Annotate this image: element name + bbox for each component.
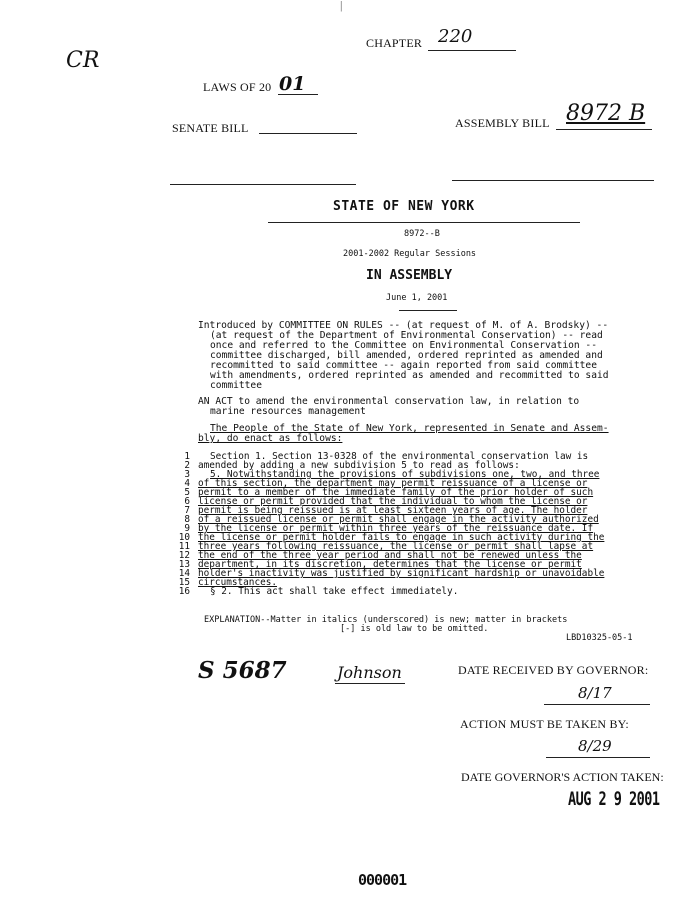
senate-bill-line — [259, 133, 357, 134]
line-number: 6 — [184, 496, 190, 507]
laws-of-label: LAWS OF 20 — [203, 80, 272, 94]
line-number: 9 — [184, 523, 190, 534]
bill-line: of this section, the department may permit reissuance of a license or — [198, 478, 588, 489]
state-title: STATE OF NEW YORK — [333, 199, 475, 214]
line-number: 8 — [184, 514, 190, 525]
an-act-line: AN ACT to amend the environmental conservation law, in relation to — [198, 396, 580, 407]
sponsor-handwritten: Johnson — [337, 663, 402, 682]
assembly-bill-label: ASSEMBLY BILL — [455, 116, 550, 130]
bill-line: the end of the three year period and shall not be renewed unless the — [198, 550, 582, 561]
an-act-line: marine resources management — [210, 406, 366, 417]
bill-line: by the license or permit within three years of the reissuance date. If — [198, 523, 594, 534]
introduced-line: once and referred to the Committee on Environmental Conservation -- — [210, 340, 597, 351]
line-number: 12 — [178, 550, 190, 561]
chapter-label: CHAPTER — [366, 36, 423, 50]
introduced-line: with amendments, ordered reprinted as amended and recommitted to said — [210, 370, 609, 381]
bill-line: department, in its discretion, determines that the license or permit — [198, 559, 582, 570]
lbd-code: LBD10325-05-1 — [566, 633, 633, 643]
bill-line: permit is being reissued is at least sixteen years of age. The holder — [198, 505, 588, 516]
gov-action-stamp: AUG 2 9 2001 — [568, 789, 660, 811]
action-label: ACTION MUST BE TAKEN BY: — [460, 717, 629, 731]
line-number: 15 — [178, 577, 190, 588]
date-underline — [399, 310, 457, 311]
page-number: 000001 — [358, 871, 407, 889]
received-date: 8/17 — [578, 684, 612, 702]
bill-line: holder's inactivity was justified by significant hardship or unavoidable — [198, 568, 605, 579]
title-underline — [268, 222, 580, 223]
senate-bill-label: SENATE BILL — [172, 121, 249, 135]
line-number: 1 — [184, 451, 190, 462]
laws-of-year: 01 — [279, 73, 306, 95]
bill-line: Section 1. Section 13-0328 of the environmental conservation law is — [210, 451, 589, 462]
laws-of-underline — [278, 94, 318, 95]
bill-line: of a reissued license or permit shall engage in the activity authorized — [198, 514, 599, 525]
introduced-line: committee discharged, bill amended, ordered reprinted as amended and — [210, 350, 603, 361]
line-number: 5 — [184, 487, 190, 498]
assembly-bill-line — [556, 129, 652, 130]
bill-line: permit to a member of the immediate family of the prior holder of such — [198, 487, 594, 498]
bill-number: 8972--B — [404, 229, 440, 239]
action-line — [546, 757, 650, 758]
senate-number-handwritten: S 5687 — [198, 657, 287, 684]
assembly-bill-number: 8972 B — [566, 101, 646, 126]
received-line — [544, 704, 650, 705]
enacting-clause-line: The People of the State of New York, represented in Senate and Assem- — [210, 423, 609, 434]
bill-line: amended by adding a new subdivision 5 to read as follows: — [198, 460, 520, 471]
bill-line: § 2. This act shall take effect immediately. — [210, 586, 459, 597]
line-number: 10 — [178, 532, 190, 543]
line-number: 11 — [178, 541, 190, 552]
chapter-underline — [428, 50, 516, 51]
introduced-line: Introduced by COMMITTEE ON RULES -- (at request of M. of A. Brodsky) -- — [198, 320, 609, 331]
bill-date: June 1, 2001 — [386, 293, 448, 303]
chapter-number: 220 — [438, 26, 473, 47]
initials-handwritten: CR — [66, 48, 100, 73]
line-number: 13 — [178, 559, 190, 570]
gov-action-label: DATE GOVERNOR'S ACTION TAKEN: — [461, 770, 664, 784]
line-number: 14 — [178, 568, 190, 579]
explanation-line: [-] is old law to be omitted. — [340, 624, 489, 634]
session-text: 2001-2002 Regular Sessions — [343, 249, 477, 259]
line-number: 2 — [184, 460, 190, 471]
line-number: 16 — [178, 586, 190, 597]
bill-line: three years following reissuance, the license or permit shall lapse at — [198, 541, 594, 552]
enacting-clause-line: bly, do enact as follows: — [198, 433, 343, 444]
explanation-line: EXPLANATION--Matter in italics (underscored) is new; matter in brackets — [204, 615, 568, 625]
right-divider — [452, 180, 654, 181]
action-date: 8/29 — [578, 737, 612, 755]
introduced-line: (at request of the Department of Environmental Conservation) -- read — [210, 330, 603, 341]
line-number: 4 — [184, 478, 190, 489]
line-number: 3 — [184, 469, 190, 480]
bill-line: license or permit provided that the individual to whom the license or — [198, 496, 588, 507]
received-label: DATE RECEIVED BY GOVERNOR: — [458, 663, 649, 677]
bill-line: circumstances. — [198, 577, 278, 588]
top-mark: | — [340, 0, 343, 12]
left-divider — [170, 184, 356, 185]
bill-line: 5. Notwithstanding the provisions of subdivisions one, two, and three — [210, 469, 600, 480]
line-number: 7 — [184, 505, 190, 516]
house-title: IN ASSEMBLY — [366, 268, 453, 283]
introduced-line: committee — [210, 380, 262, 391]
sponsor-underline — [335, 683, 405, 684]
bill-line: the license or permit holder fails to engage in such activity during the — [198, 532, 605, 543]
introduced-line: recommitted to said committee -- again reported from said committee — [210, 360, 597, 371]
